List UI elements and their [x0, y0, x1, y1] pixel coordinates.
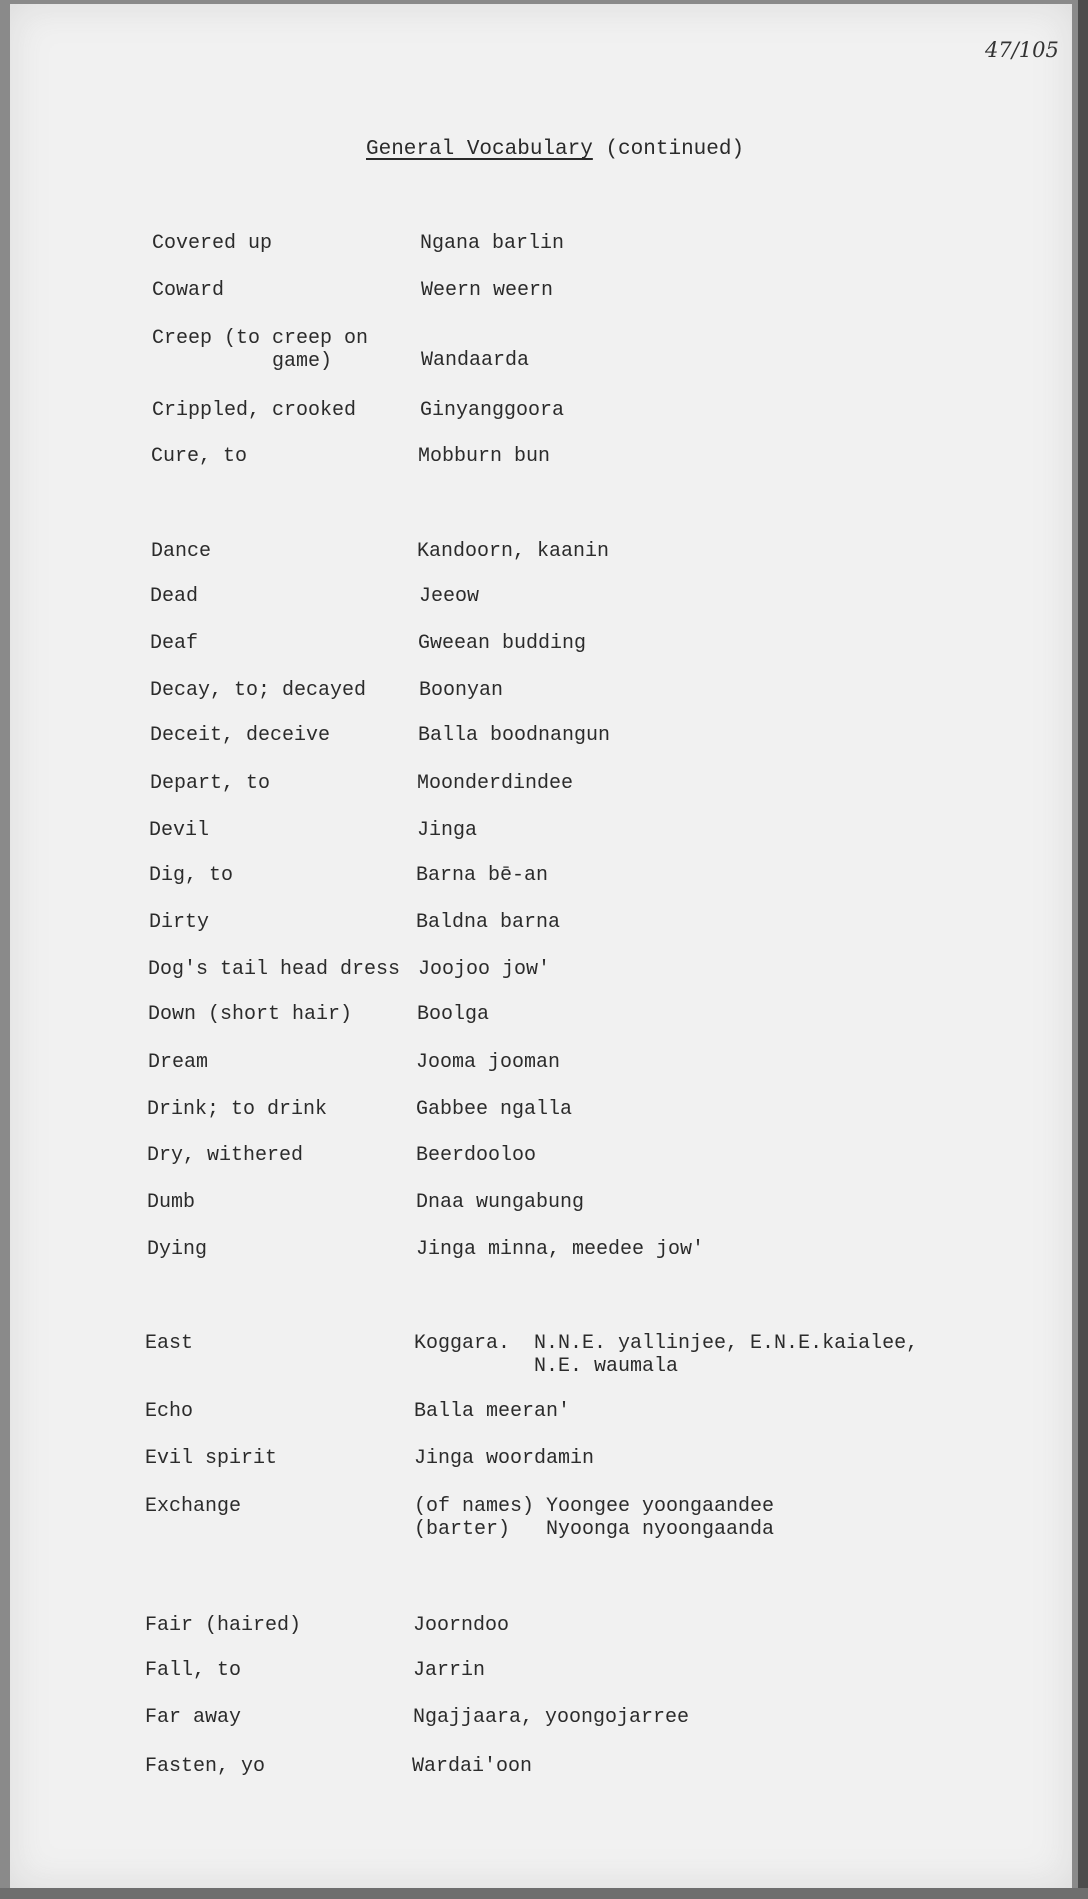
entry-native: Jinga woordamin — [414, 1447, 595, 1470]
entry-native: Weern weern — [421, 279, 554, 302]
entry-english: Dog's tail head dress — [148, 958, 401, 981]
entry-native: Jinga — [417, 819, 478, 842]
entry-english: Dream — [148, 1051, 209, 1074]
entry-native: Jinga minna, meedee jow' — [416, 1238, 705, 1261]
entry-native: Mobburn bun — [418, 445, 551, 468]
entry-native: Beerdooloo — [416, 1144, 537, 1167]
entry-native: Moonderdindee — [417, 772, 574, 795]
page-number: 47/105 — [985, 38, 1059, 62]
entry-native: Joojoo jow' — [418, 958, 551, 981]
entry-english: Dead — [150, 585, 199, 608]
entry-english: Creep (to creep on game) — [152, 327, 369, 373]
entry-english: Echo — [145, 1400, 194, 1423]
entry-native: Jooma jooman — [416, 1051, 561, 1074]
entry-native: Balla meeran' — [414, 1400, 571, 1423]
entry-english: Dig, to — [149, 864, 234, 887]
entry-english: Fall, to — [145, 1659, 242, 1682]
entry-english: Coward — [152, 279, 225, 302]
entry-english: Dying — [147, 1238, 208, 1261]
entry-english: Cure, to — [151, 445, 248, 468]
entry-native: Balla boodnangun — [418, 724, 611, 747]
entry-native: Boolga — [417, 1003, 490, 1026]
entry-native: Koggara. N.N.E. yallinjee, E.N.E.kaialee, N.E. waumala — [414, 1332, 919, 1378]
entry-native: Jeeow — [419, 585, 480, 608]
entry-native: Kandoorn, kaanin — [417, 540, 610, 563]
entry-native: Boonyan — [419, 679, 504, 702]
title-main: General Vocabulary — [366, 138, 593, 161]
entry-english: Deceit, deceive — [150, 724, 331, 747]
entry-native: Gabbee ngalla — [416, 1098, 573, 1121]
entry-native: Ngajjaara, yoongojarree — [413, 1706, 690, 1729]
entry-english: Crippled, crooked — [152, 399, 357, 422]
title-suffix: (continued) — [605, 138, 745, 161]
entry-native: (of names) Yoongee yoongaandee (barter) Nyoonga nyoongaanda — [414, 1495, 775, 1541]
entry-english: Dumb — [147, 1191, 196, 1214]
entry-english: Down (short hair) — [148, 1003, 353, 1026]
entry-native: Baldna barna — [416, 911, 561, 934]
entry-english: Exchange — [145, 1495, 242, 1518]
entry-english: Dry, withered — [147, 1144, 304, 1167]
entry-english: Far away — [145, 1706, 242, 1729]
entry-english: East — [145, 1332, 194, 1355]
entry-native: Gweean budding — [418, 632, 587, 655]
entry-native: Joorndoo — [413, 1614, 510, 1637]
entry-english: Decay, to; decayed — [150, 679, 367, 702]
page-title — [366, 138, 744, 161]
entry-english: Covered up — [152, 232, 273, 255]
entry-native: Wandaarda — [421, 349, 530, 372]
entry-native: Ngana barlin — [420, 232, 565, 255]
entry-native: Jarrin — [413, 1659, 486, 1682]
scan-edge-bottom — [0, 1888, 1088, 1899]
entry-english: Dance — [151, 540, 212, 563]
entry-english: Depart, to — [150, 772, 271, 795]
entry-english: Evil spirit — [145, 1447, 278, 1470]
entry-native: Wardai'oon — [412, 1755, 533, 1778]
entry-native: Barna bē-an — [416, 864, 549, 887]
entry-english: Fasten, yo — [145, 1755, 266, 1778]
entry-english: Devil — [149, 819, 210, 842]
entry-english: Dirty — [149, 911, 210, 934]
scan-edge-right — [1078, 0, 1088, 1899]
entry-english: Drink; to drink — [147, 1098, 328, 1121]
entry-english: Fair (haired) — [145, 1614, 302, 1637]
entry-native: Ginyanggoora — [420, 399, 565, 422]
entry-english: Deaf — [150, 632, 199, 655]
entry-native: Dnaa wungabung — [416, 1191, 585, 1214]
